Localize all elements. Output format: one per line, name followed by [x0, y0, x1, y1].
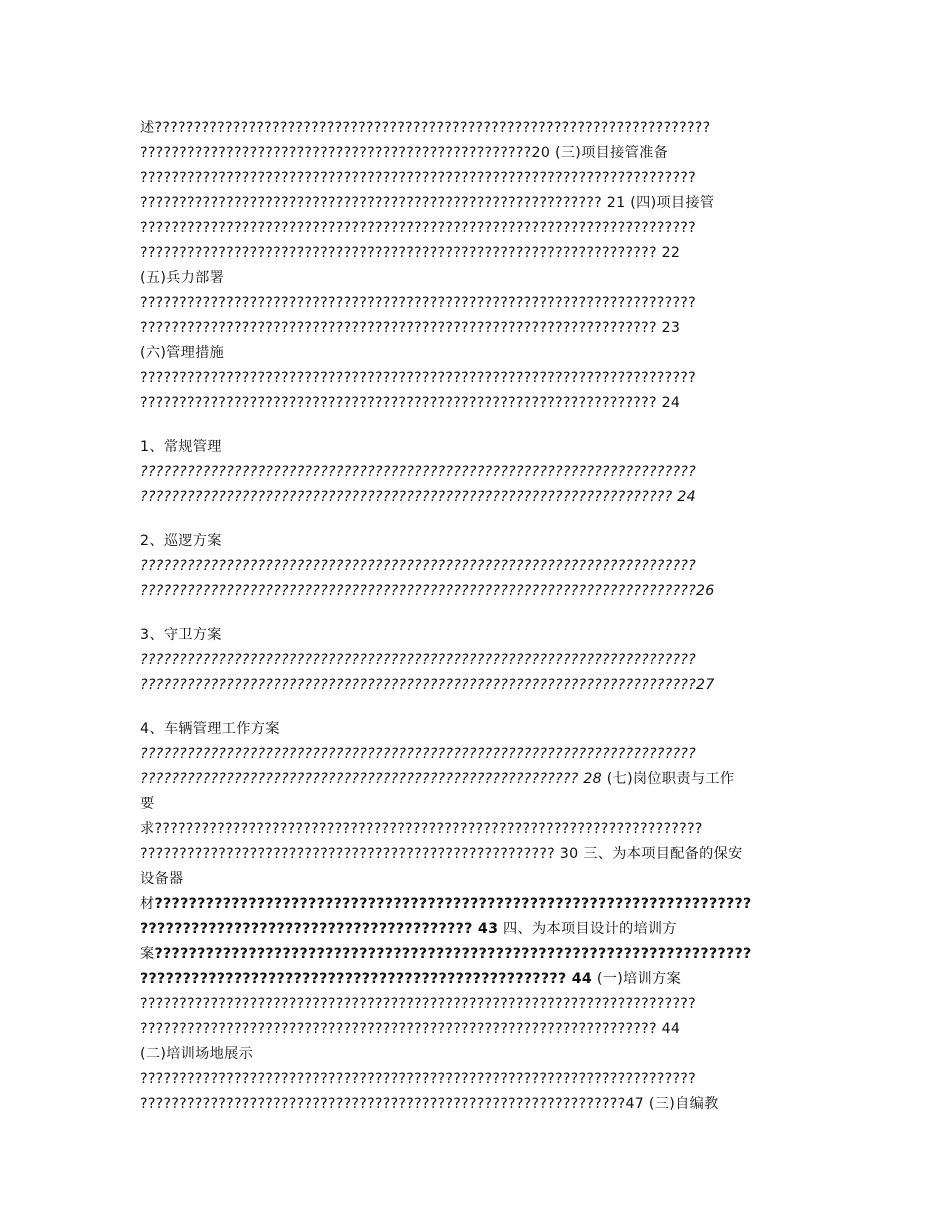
- toc-line: ???????????????????????????????????????????????????????????????????????: [140, 370, 696, 386]
- toc-line: ???????????????????????????????????????????????????????????????????????: [140, 464, 696, 480]
- toc-heading: 四、为本项目设计的培训方: [498, 921, 677, 937]
- toc-heading: (七)岗位职责与工作: [601, 771, 735, 787]
- toc-heading: (一)培训方案: [592, 971, 681, 987]
- toc-leader: ?????????????????????????????????????????????????? 44: [140, 971, 593, 987]
- toc-line: ??????????????????????????????????????????????????20 (三)项目接管准备: [140, 145, 669, 161]
- toc-heading: 4、车辆管理工作方案: [140, 721, 280, 737]
- toc-line: [140, 894, 820, 914]
- toc-heading: 2、巡逻方案: [140, 533, 222, 549]
- toc-leader: ???????????????????????????????????????????????????????? 28: [140, 771, 602, 787]
- toc-heading: (五)兵力部署: [140, 270, 225, 286]
- toc-line: ?????????????????????????????????????????????????????????????????? 22: [140, 245, 681, 261]
- toc-line: 述???????????????????????????????????????????????????????????????????????: [140, 120, 711, 136]
- toc-line: [140, 944, 820, 964]
- toc-line: [140, 919, 820, 939]
- toc-line: ???????????????????????????????????????????????????????????????????????: [140, 295, 696, 311]
- toc-line: ?????????????????????????????????????????????????????????????????? 44: [140, 1021, 681, 1037]
- toc-heading: 3、守卫方案: [140, 627, 222, 643]
- toc-line: ???????????????????????????????????????????????????????????????????????27: [140, 677, 715, 693]
- toc-line: [140, 969, 820, 989]
- toc-line: ???????????????????????????????????????????????????????????????????????: [140, 996, 696, 1012]
- toc-line: [140, 769, 820, 789]
- toc-heading: (二)培训场地展示: [140, 1046, 254, 1062]
- toc-line: ???????????????????????????????????????????????????????????????????????26: [140, 583, 715, 599]
- toc-line: ??????????????????????????????????????????????????????????????47 (三)自编教: [140, 1096, 719, 1112]
- toc-heading: (六)管理措施: [140, 345, 225, 361]
- toc-leader: ??????????????????????????????????????????????????????????????????????: [154, 896, 752, 912]
- toc-heading: 案: [140, 946, 155, 962]
- toc-line: 要: [140, 796, 155, 812]
- toc-line: ???????????????????????????????????????????????????????????????????????: [140, 746, 696, 762]
- toc-line: ?????????????????????????????????????????????????????????????????? 23: [140, 320, 681, 336]
- toc-line: ??????????????????????????????????????????????????????????? 21 (四)项目接管: [140, 195, 715, 211]
- toc-line: 设备器: [140, 871, 184, 887]
- toc-line: ???????????????????????????????????????????????????????????????????????: [140, 652, 696, 668]
- toc-leader: ??????????????????????????????????????????????????????????????????????: [154, 946, 752, 962]
- toc-line: ?????????????????????????????????????????????????????????????????? 24: [140, 395, 681, 411]
- toc-line: ???????????????????????????????????????????????????????????????????????: [140, 1071, 696, 1087]
- toc-line: ???????????????????????????????????????????????????????????????????????: [140, 558, 696, 574]
- toc-heading: 1、常规管理: [140, 439, 222, 455]
- toc-line: ???????????????????????????????????????????????????????????????????????: [140, 220, 696, 236]
- toc-heading: 材: [140, 896, 155, 912]
- toc-line: ????????????????????????????????????????????????????? 30 三、为本项目配备的保安: [140, 846, 743, 862]
- toc-line: ???????????????????????????????????????????????????????????????????????: [140, 170, 696, 186]
- toc-leader: ??????????????????????????????????????? 43: [140, 921, 499, 937]
- toc-line: 求??????????????????????????????????????????????????????????????????????: [140, 821, 703, 837]
- toc-line: ???????????????????????????????????????????????????????????????????? 24: [140, 489, 696, 505]
